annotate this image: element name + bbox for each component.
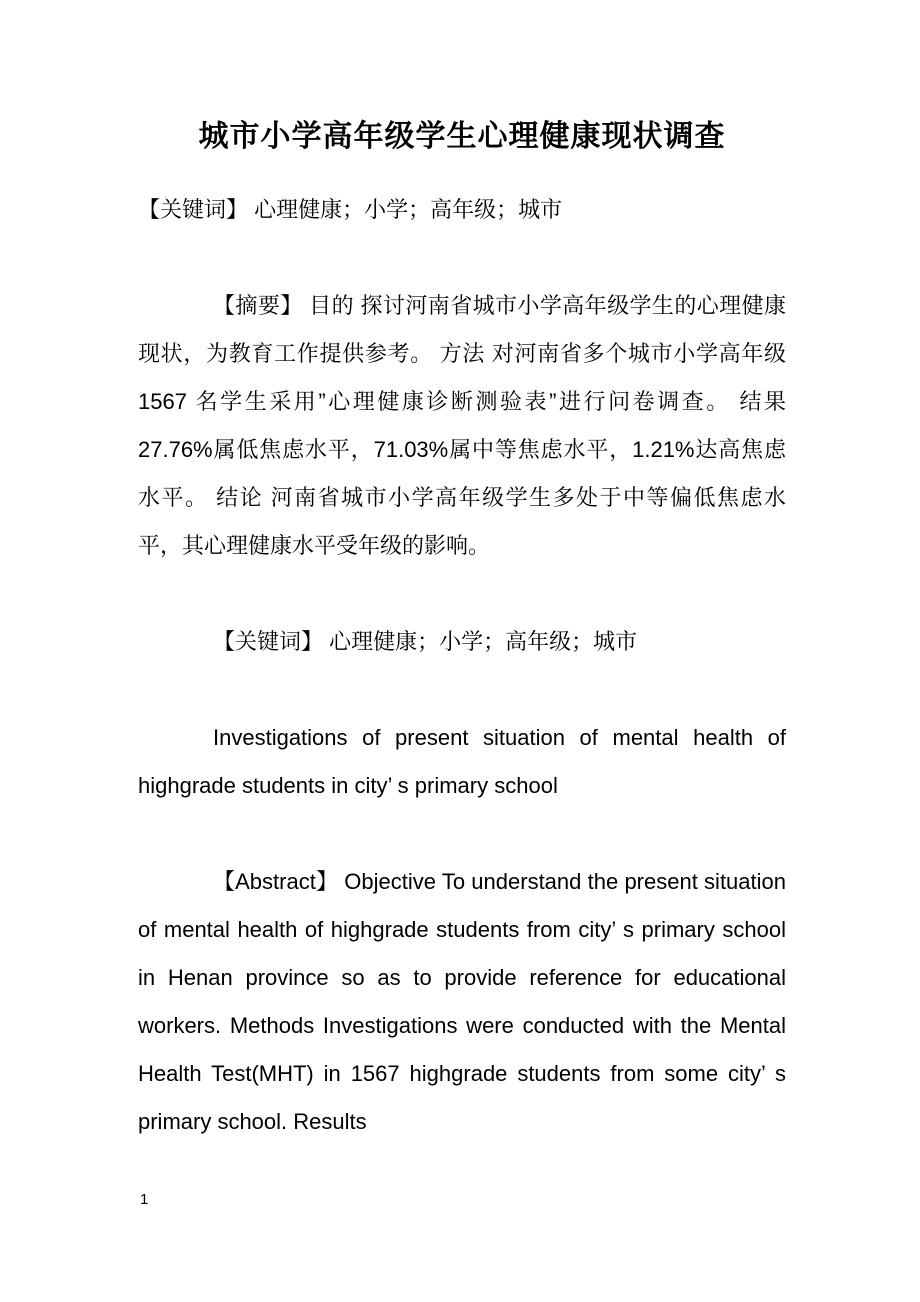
keywords-line-secondary: 【关键词】 心理健康；小学；高年级；城市 xyxy=(213,629,638,654)
keywords-line-primary: 【关键词】 心理健康；小学；高年级；城市 xyxy=(138,197,563,222)
english-title: Investigations of present situation of mental health of highgrade students in city’ s primary school xyxy=(138,725,786,798)
abstract-english: 【Abstract】 Objective To understand the present situation of mental health of highgrade students from city’ s primary school in Henan province so as to provide reference for educational workers. Methods Investigations were conducted with the Mental Health Test(MHT) in 1567 highgrade students from some city’ s primary school. Results xyxy=(138,869,786,1134)
document-title: 城市小学高年级学生心理健康现状调查 xyxy=(198,120,726,153)
page-number: 1 xyxy=(140,1191,149,1208)
abstract-chinese: 【摘要】 目的 探讨河南省城市小学高年级学生的心理健康现状，为教育工作提供参考。 方法 对河南省多个城市小学高年级 1567 名学生采用”心理健康诊断测验表”进行问卷调查。 结果 27.76%属低焦虑水平，71.03%属中等焦虑水平，1.21%达高焦虑水平。 结论 河南省城市小学高年级学生多处于中等偏低焦虑水平，其心理健康水平受年级的影响。 xyxy=(138,293,786,558)
document-content xyxy=(138,0,786,1146)
